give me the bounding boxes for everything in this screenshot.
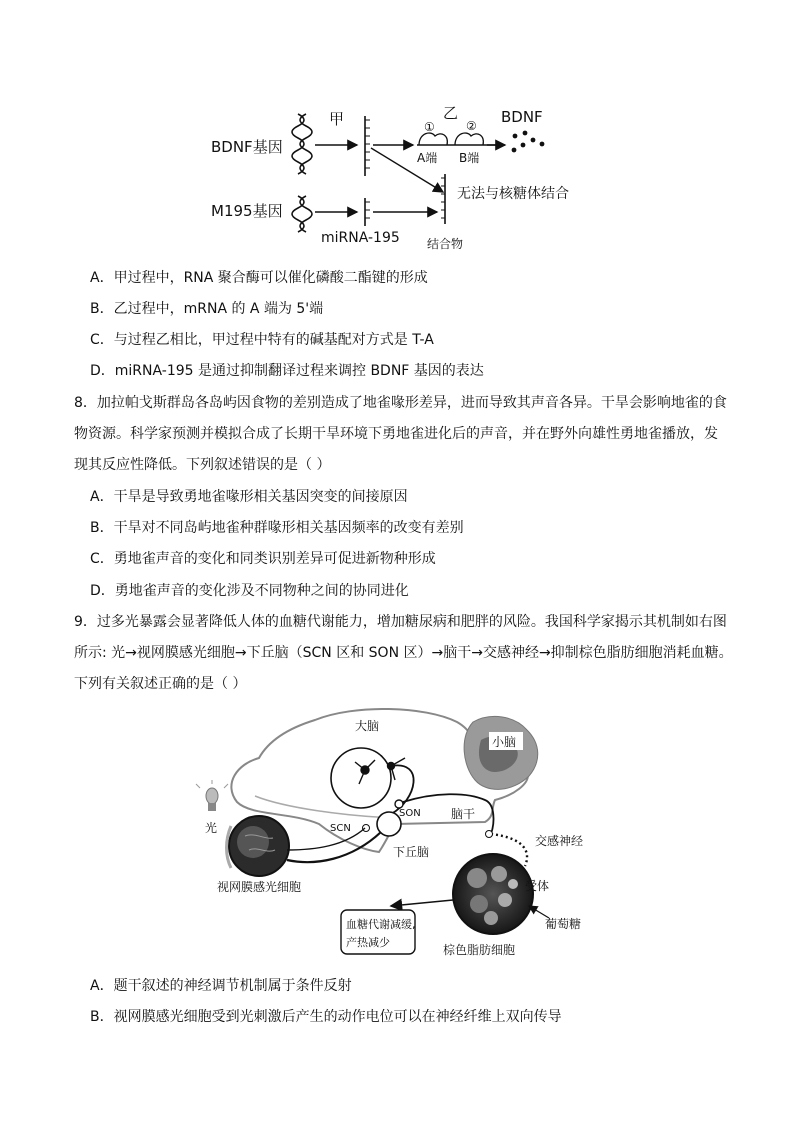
cerebellum-label: 小脑 (492, 735, 517, 749)
q9-stem-line-2: 所示: 光→视网膜感光细胞→下丘脑（SCN 区和 SON 区）→脑干→交感神经→抑制棕色脂肪细胞消耗血糖。 (74, 645, 733, 661)
complex-label: 结合物 (427, 237, 464, 251)
figure-light-glucose-pathway (195, 700, 595, 962)
hypothalamus-label: 下丘脑 (393, 845, 430, 859)
bdnf-dna-helix (292, 114, 312, 174)
ribosome-1 (419, 133, 447, 145)
scn-node (363, 825, 370, 832)
bdnf-gene-label: BDNF基因 (211, 138, 283, 156)
brainstem-label: 脑干 (451, 807, 476, 821)
m195-gene-label: M195基因 (211, 202, 283, 220)
jia-label: 甲 (329, 110, 345, 128)
sympathetic-label: 交感神经 (535, 834, 584, 848)
figure-gene-regulation (205, 100, 605, 252)
q9-stem-line-3: 下列有关叙述正确的是（ ） (74, 676, 247, 692)
q8-option-d: D．勇地雀声音的变化涉及不同物种之间的协同进化 (90, 583, 409, 599)
bdnf-protein-dots (512, 131, 545, 153)
q8-option-a: A．干旱是导致勇地雀喙形相关基因突变的间接原因 (90, 489, 408, 505)
brown-fat-cell-image (453, 854, 533, 934)
glucose-label: 葡萄糖 (545, 917, 582, 931)
scn-label: SCN (330, 823, 351, 834)
light-bulb-icon (196, 780, 228, 811)
cerebrum-label: 大脑 (355, 719, 380, 733)
label-circle-2: ② (466, 119, 477, 133)
effect-line-2: 产热减少 (346, 936, 390, 949)
q8-stem-line-1: 8．加拉帕戈斯群岛各岛屿因食物的差别造成了地雀喙形差异，进而导致其声音各异。干旱会影响地雀的食 (74, 395, 727, 411)
son-node (395, 800, 403, 808)
glucose-arrow (529, 906, 549, 918)
q7-option-d: D．miRNA-195 是通过抑制翻译过程来调控 BDNF 基因的表达 (90, 363, 484, 379)
bdnf-mrna (365, 116, 370, 176)
brown-fat-label: 棕色脂肪细胞 (443, 943, 516, 957)
retina-eye-image (227, 816, 290, 876)
q8-stem-line-3: 现其反应性降低。下列叙述错误的是（ ） (74, 457, 331, 473)
q8-option-b: B．干旱对不同岛屿地雀种群喙形相关基因频率的改变有差别 (90, 520, 464, 536)
b-end-label: B端 (459, 151, 480, 165)
bdnf-protein-label: BDNF (501, 108, 543, 126)
son-label: SON (399, 808, 421, 819)
ribosome-2 (455, 133, 483, 145)
q9-option-b: B．视网膜感光细胞受到光刺激后产生的动作电位可以在神经纤维上双向传导 (90, 1009, 562, 1025)
receptor-label: 受体 (525, 879, 550, 893)
q7-option-c: C．与过程乙相比，甲过程中特有的碱基配对方式是 T-A (90, 332, 434, 348)
q8-stem-line-2: 物资源。科学家预测并模拟合成了长期干旱环境下勇地雀进化后的声音，并在野外向雄性勇地雀播放，发 (74, 426, 718, 442)
light-label: 光 (205, 821, 218, 835)
mirna-strand (365, 198, 370, 226)
no-binding-label: 无法与核糖体结合 (457, 186, 569, 202)
mirna-label: miRNA-195 (321, 230, 400, 246)
q7-option-b: B．乙过程中，mRNA 的 A 端为 5'端 (90, 301, 324, 317)
q9-option-a: A．题干叙述的神经调节机制属于条件反射 (90, 978, 352, 994)
fat-to-effect-arrow (391, 900, 453, 906)
blocked-mrna (441, 174, 445, 224)
q8-option-c: C．勇地雀声音的变化和同类识别差异可促进新物种形成 (90, 551, 436, 567)
label-circle-1: ① (424, 120, 435, 134)
a-end-label: A端 (417, 151, 438, 165)
m195-dna-helix (292, 196, 312, 232)
effect-line-1: 血糖代谢减缓, (346, 918, 416, 931)
retina-label: 视网膜感光细胞 (217, 880, 302, 894)
cerebellum-image (464, 716, 538, 789)
yi-label: 乙 (443, 104, 459, 122)
q7-option-a: A．甲过程中，RNA 聚合酶可以催化磷酸二酯键的形成 (90, 270, 428, 286)
q9-stem-line-1: 9．过多光暴露会显著降低人体的血糖代谢能力，增加糖尿病和肥胖的风险。我国科学家揭示其机制如右图 (74, 614, 727, 630)
